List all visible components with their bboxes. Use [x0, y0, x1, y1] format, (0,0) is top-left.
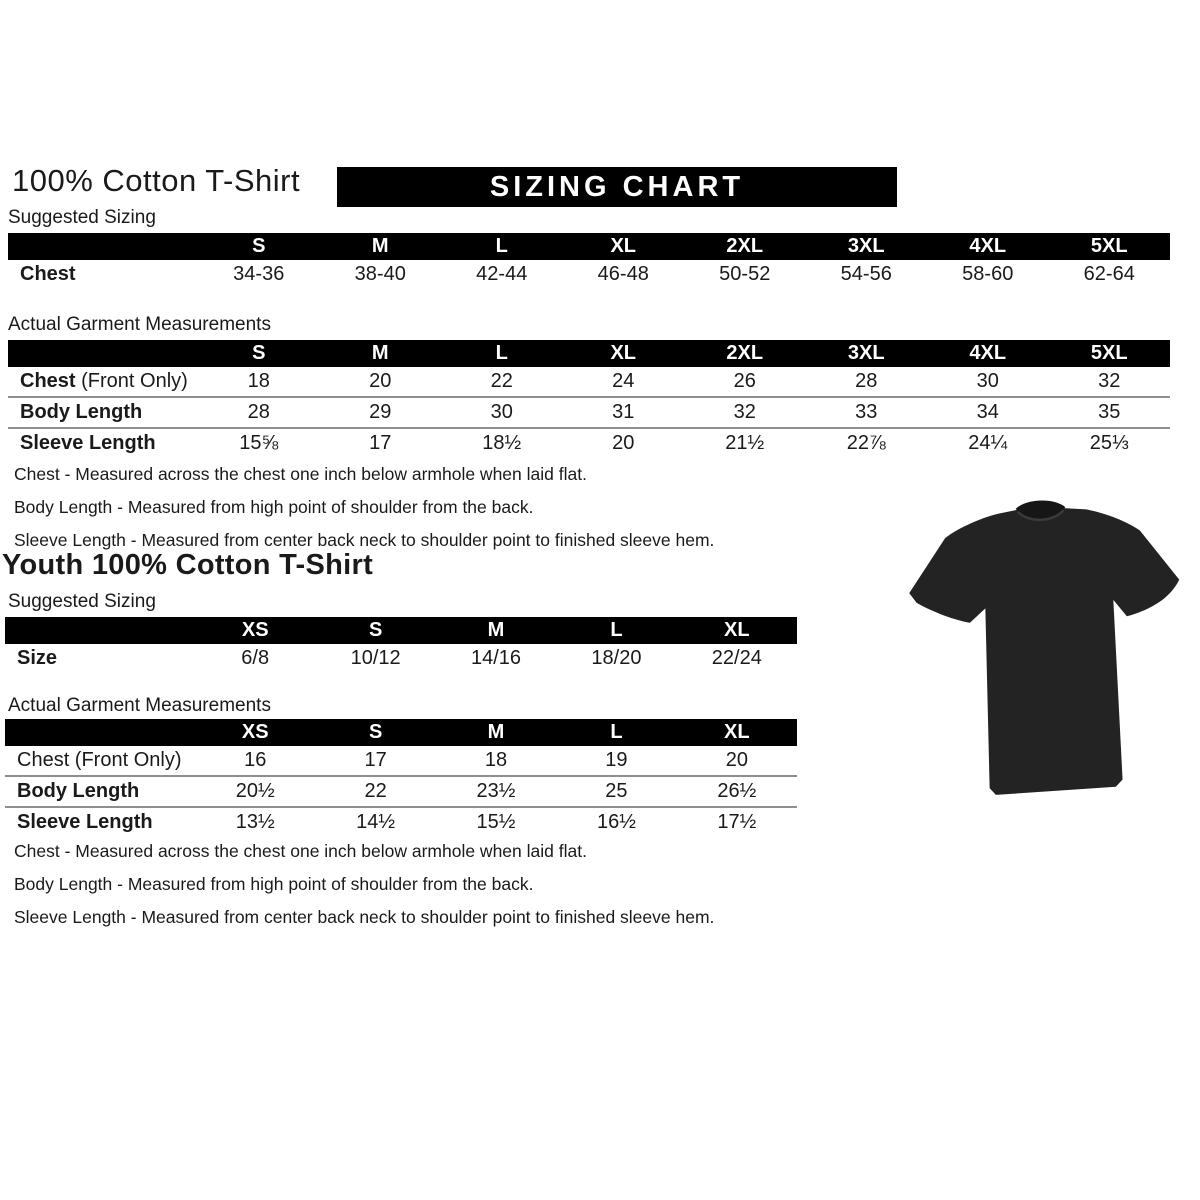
size-column-header: XL	[610, 235, 637, 257]
measurement-value: 20	[725, 749, 748, 771]
row-label: Body Length	[17, 780, 140, 802]
size-column-header: 2XL	[726, 342, 764, 364]
measurement-value: 42-44	[476, 263, 528, 285]
measurement-value: 24¼	[968, 432, 1008, 454]
measurement-note: Body Length - Measured from high point of shoulder from the back.	[14, 874, 534, 894]
size-column-header: L	[610, 619, 623, 641]
measurement-value: 23½	[476, 780, 516, 802]
size-column-header: L	[495, 342, 508, 364]
youth-measurement-notes	[14, 841, 714, 940]
measurement-value: 46-48	[597, 263, 649, 285]
table-row	[5, 775, 797, 806]
size-column-header: 3XL	[847, 342, 885, 364]
row-label: Chest (Front Only)	[20, 370, 188, 392]
size-column-header: L	[495, 235, 508, 257]
measurement-value: 16	[244, 749, 267, 771]
row-label: Size	[17, 647, 58, 669]
row-label: Chest (Front Only)	[17, 749, 182, 771]
size-column-header: 4XL	[969, 342, 1007, 364]
size-column-header: XL	[724, 619, 750, 641]
size-column-header: S	[252, 342, 266, 364]
size-column-header: XL	[610, 342, 637, 364]
measurement-value: 18/20	[591, 647, 642, 669]
measurement-value: 30	[976, 370, 999, 392]
sizing-chart-banner	[337, 167, 897, 207]
size-column-header: M	[487, 721, 505, 743]
row-label: Sleeve Length	[20, 432, 156, 454]
table-row	[5, 746, 797, 775]
measurement-value: 14/16	[470, 647, 522, 669]
measurement-value: 25	[605, 780, 628, 802]
measurement-value: 22	[364, 780, 387, 802]
measurement-value: 30	[490, 401, 513, 423]
measurement-value: 34	[976, 401, 999, 423]
size-column-header: XL	[724, 721, 750, 743]
size-column-header: XS	[241, 721, 269, 743]
table-row	[5, 644, 797, 673]
measurement-value: 62-64	[1083, 263, 1135, 285]
table-row	[8, 260, 1170, 289]
measurement-value: 26	[733, 370, 756, 392]
measurement-value: 38-40	[354, 263, 406, 285]
page-title: 100% Cotton T-Shirt	[12, 163, 301, 198]
measurement-value: 13½	[235, 811, 275, 833]
measurement-value: 54-56	[840, 263, 892, 285]
measurement-value: 32	[1098, 370, 1121, 392]
size-column-header: L	[610, 721, 623, 743]
measurement-note: Body Length - Measured from high point of shoulder from the back.	[14, 497, 534, 517]
measurement-value: 17½	[717, 811, 757, 833]
size-column-header: 2XL	[726, 235, 764, 257]
measurement-value: 50-52	[719, 263, 771, 285]
table-row	[8, 367, 1170, 396]
size-column-header: 5XL	[1090, 342, 1128, 364]
adult-suggested-sizing-table	[8, 233, 1170, 289]
measurement-value: 20	[612, 432, 635, 454]
measurement-value: 16½	[596, 811, 636, 833]
tshirt-body	[906, 504, 1186, 797]
youth-actual-measurements-label: Actual Garment Measurements	[8, 695, 271, 716]
measurement-value: 22/24	[711, 647, 762, 669]
size-column-header: M	[371, 342, 389, 364]
measurement-note: Chest - Measured across the chest one inch below armhole when laid flat.	[14, 841, 587, 861]
measurement-value: 31	[612, 401, 635, 423]
size-column-header: 4XL	[969, 235, 1007, 257]
size-column-header: 5XL	[1090, 235, 1128, 257]
measurement-value: 17	[369, 432, 392, 454]
measurement-value: 17	[364, 749, 387, 771]
youth-actual-measurements-table	[5, 719, 797, 837]
sizing-chart-banner-label: SIZING CHART	[489, 170, 745, 203]
size-column-header: S	[368, 721, 383, 743]
adult-suggested-sizing-label: Suggested Sizing	[8, 207, 156, 228]
measurement-value: 18	[484, 749, 508, 771]
measurement-value: 21½	[725, 432, 765, 454]
table-header-row	[5, 719, 797, 746]
table-header-row	[8, 233, 1170, 260]
size-column-header: M	[371, 235, 389, 257]
table-row	[8, 396, 1170, 427]
measurement-value: 35	[1098, 401, 1121, 423]
measurement-value: 6/8	[241, 647, 270, 669]
youth-suggested-sizing-table	[5, 617, 797, 673]
size-column-header: S	[252, 235, 266, 257]
measurement-value: 58-60	[962, 263, 1014, 285]
measurement-value: 15⅝	[239, 432, 279, 454]
size-column-header: 3XL	[847, 235, 885, 257]
measurement-note: Chest - Measured across the chest one inch below armhole when laid flat.	[14, 464, 587, 484]
black-tshirt-image	[893, 487, 1198, 805]
row-label: Chest	[20, 263, 76, 285]
size-column-header: XS	[241, 619, 269, 641]
measurement-value: 32	[733, 401, 756, 423]
measurement-value: 22⅞	[846, 432, 886, 454]
measurement-value: 26½	[717, 780, 757, 802]
measurement-value: 29	[369, 401, 392, 423]
table-header-row	[5, 617, 797, 644]
measurement-value: 20	[369, 370, 392, 392]
youth-section-heading: Youth 100% Cotton T-Shirt	[2, 549, 374, 581]
measurement-note: Sleeve Length - Measured from center back neck to shoulder point to finished sleeve hem.	[14, 530, 715, 550]
measurement-value: 33	[855, 401, 878, 423]
adult-actual-measurements-label: Actual Garment Measurements	[8, 314, 271, 335]
table-row	[5, 806, 797, 837]
adult-actual-measurements-table	[8, 340, 1170, 458]
measurement-value: 15½	[476, 811, 516, 833]
measurement-value: 14½	[356, 811, 396, 833]
size-column-header: S	[368, 619, 383, 641]
row-label: Sleeve Length	[17, 811, 153, 833]
measurement-value: 25⅓	[1089, 432, 1129, 454]
youth-suggested-sizing-label: Suggested Sizing	[8, 591, 156, 612]
measurement-value: 10/12	[350, 647, 401, 669]
measurement-value: 28	[855, 370, 878, 392]
table-header-row	[8, 340, 1170, 367]
row-label: Body Length	[20, 401, 143, 423]
measurement-value: 20½	[235, 780, 275, 802]
measurement-value: 34-36	[233, 263, 285, 285]
measurement-value: 22	[490, 370, 513, 392]
measurement-value: 18½	[482, 432, 522, 454]
measurement-value: 28	[247, 401, 270, 423]
size-column-header: M	[487, 619, 505, 641]
measurement-value: 19	[605, 749, 628, 771]
measurement-note: Sleeve Length - Measured from center back neck to shoulder point to finished sleeve hem.	[14, 907, 715, 927]
measurement-value: 18	[247, 370, 270, 392]
measurement-value: 24	[612, 370, 635, 392]
table-row	[8, 427, 1170, 458]
